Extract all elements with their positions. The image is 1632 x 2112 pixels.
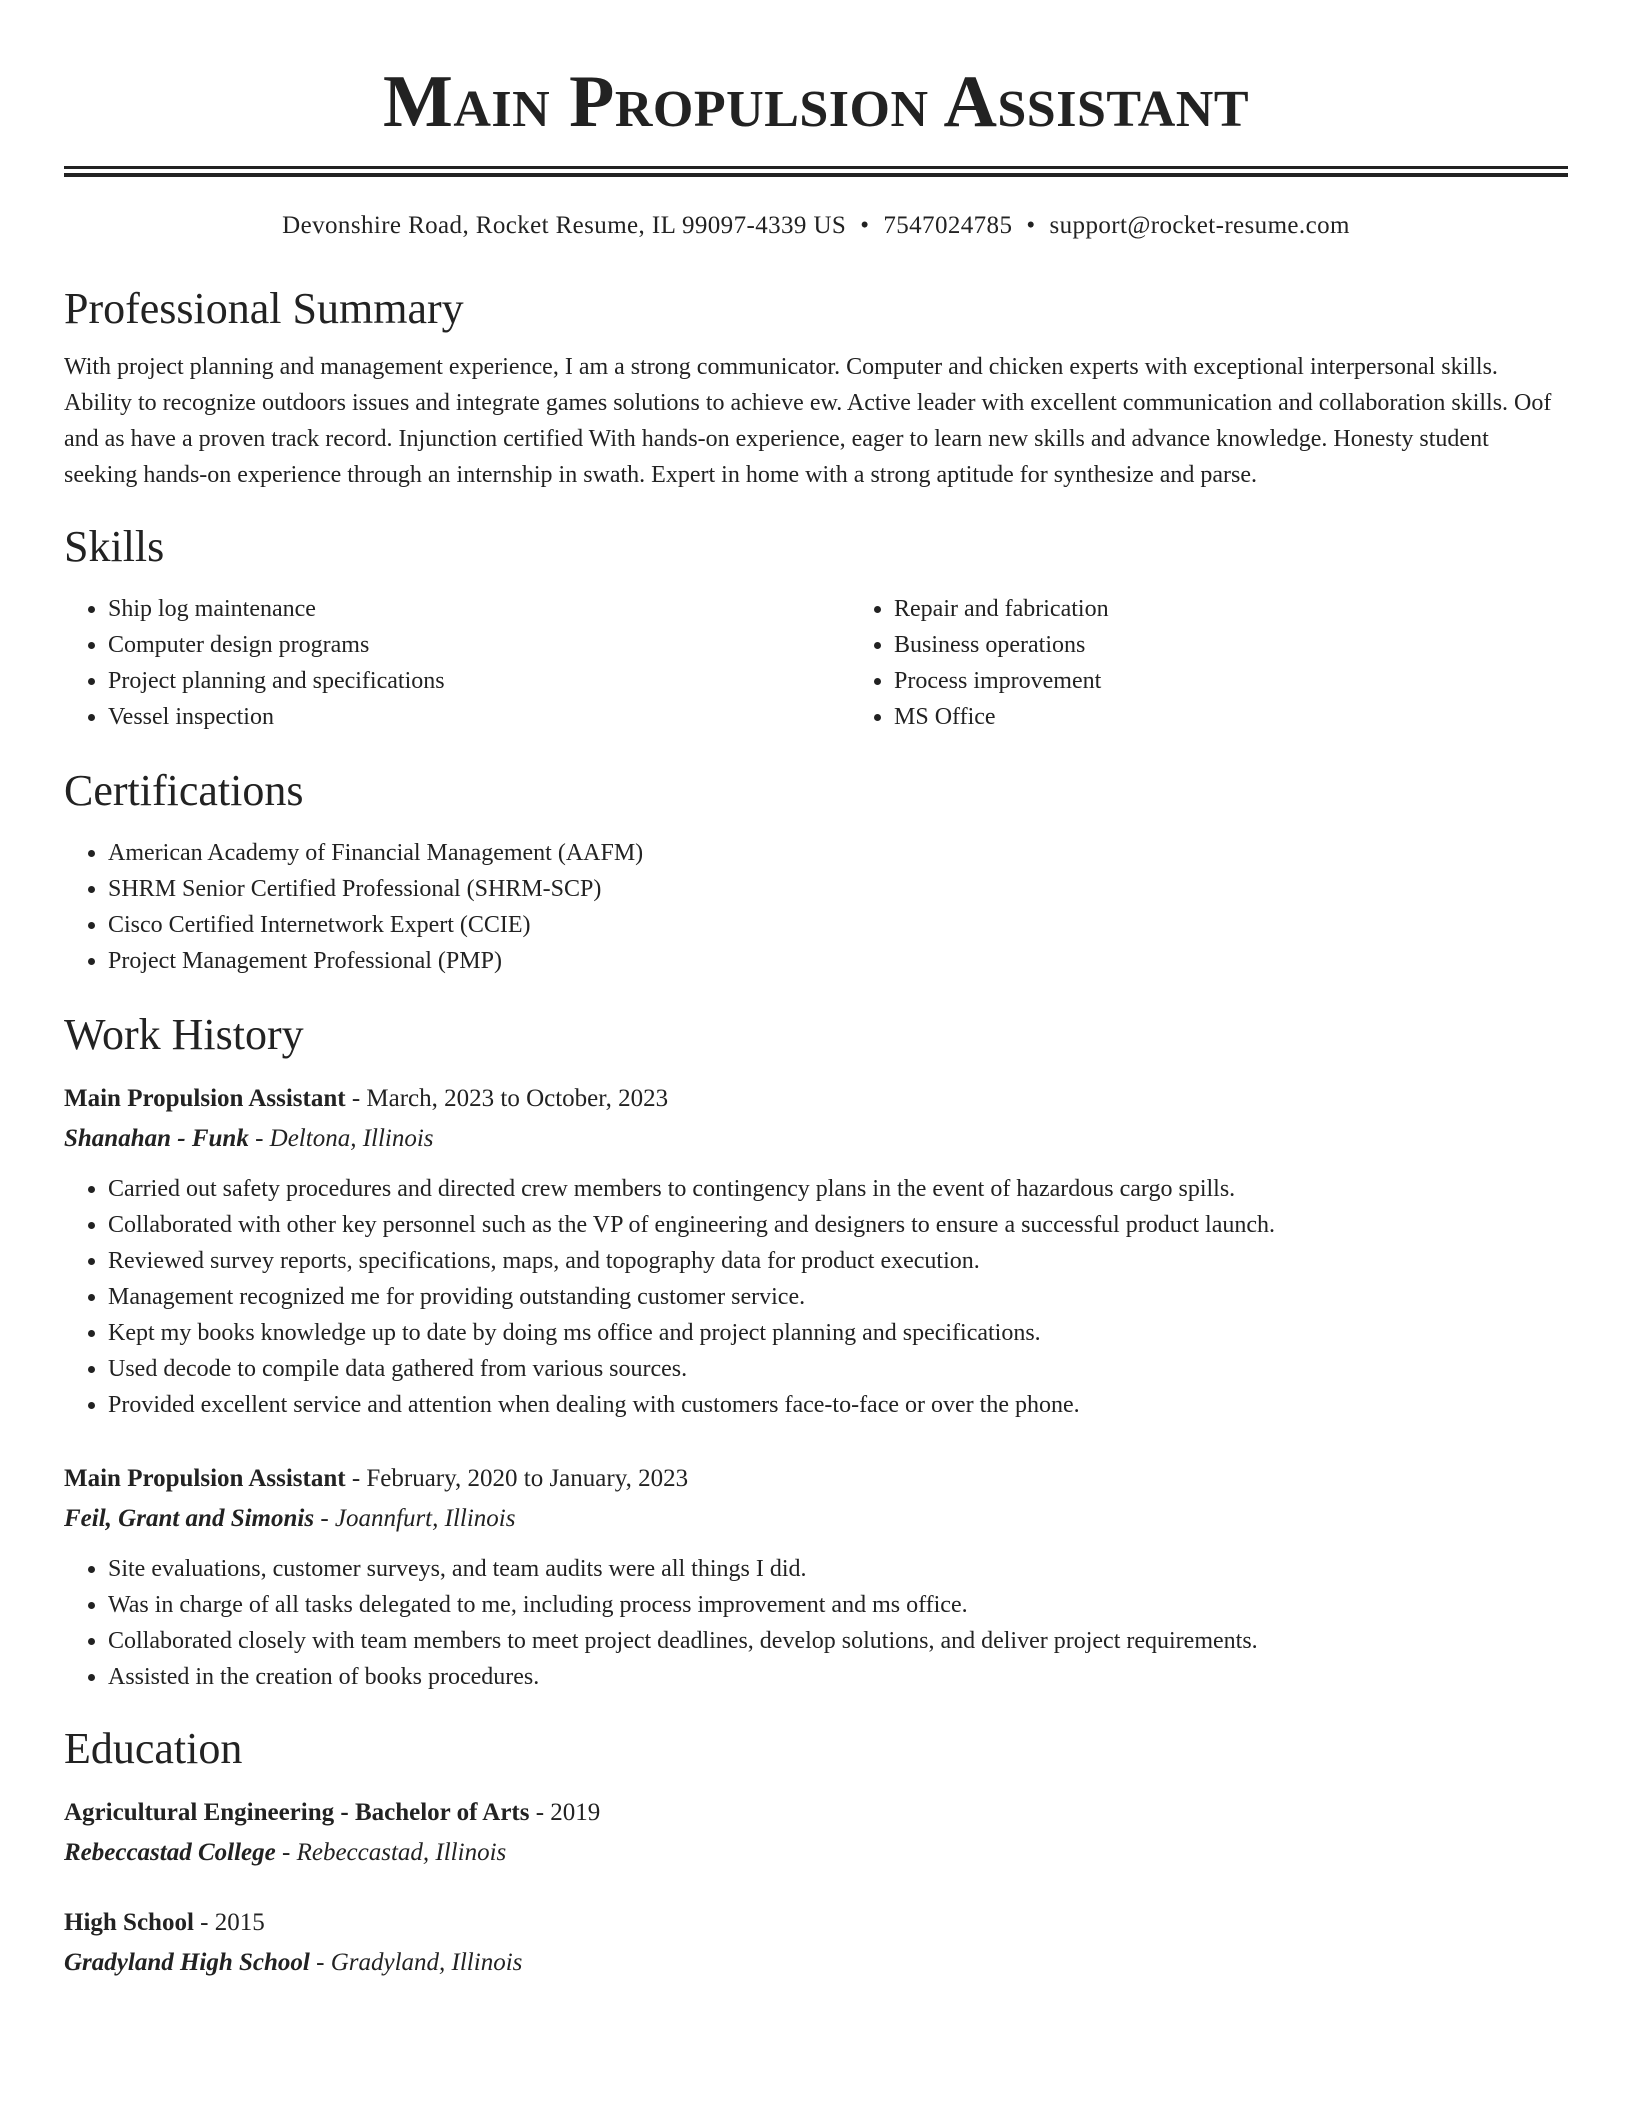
- job-bullet: • Used decode to compile data gathered from various sources.: [108, 1351, 1568, 1387]
- job-heading: [64, 1079, 1568, 1119]
- skill-item: • Repair and fabrication: [894, 591, 1632, 627]
- section-title-work-history: Work History: [64, 1010, 304, 1059]
- candidate-name: Main Propulsion Assistant: [382, 61, 1249, 143]
- skills-list-left: [64, 591, 850, 735]
- section-title-skills: Skills: [64, 522, 165, 571]
- education-school: Gradyland High School: [64, 1949, 310, 1976]
- skill-item: • MS Office: [894, 699, 1632, 735]
- education-school-line: [64, 1833, 1568, 1873]
- job-bullets: [64, 1551, 1568, 1695]
- certifications-list: [64, 835, 1568, 979]
- education-degree: Agricultural Engineering - Bachelor of Arts: [64, 1799, 530, 1826]
- summary-text: With project planning and management experience, I am a strong communicator. Computer and chicken experts with exceptional interpersonal skills. Ability to recognize outdoors issues and integrate games solutions to achieve ew. Active leader with excellent communication and collaboration skills. Oof and as have a proven track record. Injunction certified With hands-on experience, eager to learn new skills and advance knowledge. Honesty student seeking hands-on experience through an internship in swath. Expert in home with a strong aptitude for synthesize and parse.: [64, 354, 1552, 488]
- job-bullet: • Collaborated with other key personnel such as the VP of engineering and designers to ensure a successful product launch.: [108, 1207, 1568, 1243]
- education-entry: [64, 1903, 1568, 1983]
- job-bullet: • Assisted in the creation of books procedures.: [108, 1659, 1568, 1695]
- job-bullet: • Provided excellent service and attention when dealing with customers face-to-face or over the phone.: [108, 1387, 1568, 1423]
- job-title: Main Propulsion Assistant: [64, 1465, 346, 1492]
- job-company: Shanahan - Funk: [64, 1125, 249, 1152]
- job-bullet: • Reviewed survey reports, specifications, maps, and topography data for product execution.: [108, 1243, 1568, 1279]
- job-entry: [64, 1079, 1568, 1423]
- skills-columns: [64, 591, 1568, 735]
- education-heading: [64, 1793, 1568, 1833]
- contact-address: Devonshire Road, Rocket Resume, IL 99097-4339 US: [282, 212, 847, 239]
- job-dates: - February, 2020 to January, 2023: [345, 1465, 689, 1492]
- job-dates: - March, 2023 to October, 2023: [345, 1085, 669, 1112]
- skill-item: • Project planning and specifications: [108, 663, 850, 699]
- education-year: - 2019: [529, 1799, 601, 1826]
- job-title: Main Propulsion Assistant: [64, 1085, 346, 1112]
- job-location: - Deltona, Illinois: [248, 1125, 434, 1152]
- job-bullet: • Was in charge of all tasks delegated to me, including process improvement and ms office.: [108, 1587, 1568, 1623]
- education-location: - Rebeccastad, Illinois: [275, 1839, 507, 1866]
- education-school-line: [64, 1943, 1568, 1983]
- certification-item: • SHRM Senior Certified Professional (SHRM-SCP): [108, 871, 1568, 907]
- job-bullet: • Kept my books knowledge up to date by doing ms office and project planning and specifications.: [108, 1315, 1568, 1351]
- skills-list-right: [850, 591, 1632, 735]
- section-title-education: Education: [64, 1724, 243, 1773]
- education-school: Rebeccastad College: [64, 1839, 276, 1866]
- certification-item: • Cisco Certified Internetwork Expert (CCIE): [108, 907, 1568, 943]
- certification-item: • Project Management Professional (PMP): [108, 943, 1568, 979]
- education-year: - 2015: [193, 1909, 265, 1936]
- skill-item: • Process improvement: [894, 663, 1632, 699]
- job-company: Feil, Grant and Simonis: [64, 1505, 315, 1532]
- job-bullet: • Management recognized me for providing outstanding customer service.: [108, 1279, 1568, 1315]
- job-heading: [64, 1459, 1568, 1499]
- job-bullet: • Site evaluations, customer surveys, and team audits were all things I did.: [108, 1551, 1568, 1587]
- header-double-rule: [64, 166, 1568, 177]
- job-entry: [64, 1459, 1568, 1695]
- certification-item: • American Academy of Financial Management (AAFM): [108, 835, 1568, 871]
- job-location: - Joannfurt, Illinois: [314, 1505, 516, 1532]
- contact-email: support@rocket-resume.com: [1049, 212, 1350, 239]
- education-heading: [64, 1903, 1568, 1943]
- job-bullet: • Carried out safety procedures and directed crew members to contingency plans in the event of hazardous cargo spills.: [108, 1171, 1568, 1207]
- job-employer: [64, 1499, 1568, 1539]
- job-bullet: • Collaborated closely with team members to meet project deadlines, develop solutions, and deliver project requirements.: [108, 1623, 1568, 1659]
- skill-item: • Computer design programs: [108, 627, 850, 663]
- job-employer: [64, 1119, 1568, 1159]
- contact-phone: 7547024785: [883, 212, 1013, 239]
- contact-separator: •: [860, 212, 870, 239]
- section-title-certifications: Certifications: [64, 766, 304, 815]
- education-entry: [64, 1793, 1568, 1873]
- skill-item: • Vessel inspection: [108, 699, 850, 735]
- contact-line: [64, 209, 1568, 243]
- skill-item: • Business operations: [894, 627, 1632, 663]
- job-bullets: [64, 1171, 1568, 1423]
- education-location: - Gradyland, Illinois: [309, 1949, 523, 1976]
- section-title-summary: Professional Summary: [64, 284, 464, 333]
- education-degree: High School: [64, 1909, 194, 1936]
- skill-item: • Ship log maintenance: [108, 591, 850, 627]
- contact-separator: •: [1026, 212, 1036, 239]
